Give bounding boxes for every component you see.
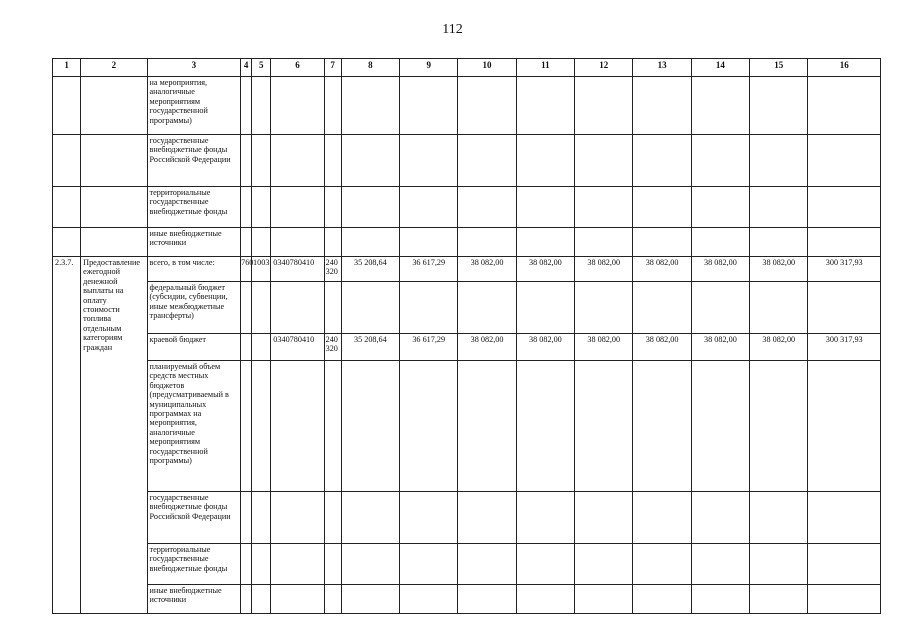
amount-cell: 38 082,00 — [458, 334, 516, 361]
amount-cell — [750, 492, 808, 544]
amount-cell — [633, 585, 691, 614]
header-row — [53, 59, 881, 77]
table-cell — [633, 228, 691, 257]
amount-cell: 36 617,29 — [400, 334, 458, 361]
table-cell — [691, 77, 749, 135]
item-name: Предоставление ежегодной денежной выплаты на оплату стоимости топлива отдельным категориям граждан — [81, 257, 147, 614]
code-target: 0340780410 — [271, 257, 324, 282]
table-cell — [458, 77, 516, 135]
table-cell — [53, 135, 81, 187]
funding-source: краевой бюджет — [147, 334, 241, 361]
code-target — [271, 361, 324, 492]
table-cell — [575, 228, 633, 257]
code-grbs — [241, 492, 252, 544]
amount-cell — [750, 361, 808, 492]
funding-source: всего, в том числе: — [147, 257, 241, 282]
code-expense-type: 240 320 — [324, 334, 341, 361]
table-cell — [516, 228, 574, 257]
amount-cell — [458, 544, 516, 585]
amount-cell — [516, 544, 574, 585]
code-target — [271, 544, 324, 585]
table-row — [53, 492, 881, 544]
amount-cell — [516, 492, 574, 544]
funding-source: планируемый объем средств местных бюджетов (предусматриваемый в муниципальных программах на мероприятия, аналогичные мероприятиям государственной программы) — [147, 361, 241, 492]
amount-cell — [341, 585, 399, 614]
table-cell — [53, 187, 81, 228]
amount-cell — [691, 492, 749, 544]
amount-cell — [516, 282, 574, 334]
code-section — [252, 492, 271, 544]
table-cell — [516, 135, 574, 187]
code-section — [252, 282, 271, 334]
amount-cell — [341, 492, 399, 544]
code-expense-type — [324, 492, 341, 544]
code-section — [252, 585, 271, 614]
table-cell — [400, 228, 458, 257]
table-cell — [400, 135, 458, 187]
item-number: 2.3.7. — [53, 257, 81, 614]
column-header-16: 16 — [808, 59, 881, 77]
table-row — [53, 228, 881, 257]
column-header-5: 5 — [252, 59, 271, 77]
code-target — [271, 282, 324, 334]
table-row — [53, 585, 881, 614]
column-header-14: 14 — [691, 59, 749, 77]
table-cell — [808, 228, 881, 257]
table-cell — [271, 187, 324, 228]
code-grbs — [241, 282, 252, 334]
amount-cell — [808, 282, 881, 334]
amount-cell — [516, 361, 574, 492]
amount-cell — [691, 282, 749, 334]
amount-cell — [750, 282, 808, 334]
code-expense-type — [324, 361, 341, 492]
code-section: 1003 — [252, 257, 271, 282]
table-cell — [341, 228, 399, 257]
amount-cell — [808, 361, 881, 492]
amount-cell — [750, 544, 808, 585]
funding-source: государственные внебюджетные фонды Российской Федерации — [147, 135, 241, 187]
table-row — [53, 544, 881, 585]
table-cell — [633, 135, 691, 187]
code-expense-type — [324, 585, 341, 614]
table-cell — [252, 187, 271, 228]
column-header-3: 3 — [147, 59, 241, 77]
amount-cell — [458, 282, 516, 334]
funding-source: территориальные государственные внебюджетные фонды — [147, 544, 241, 585]
table-cell — [575, 187, 633, 228]
amount-cell: 35 208,64 — [341, 334, 399, 361]
budget-table — [52, 58, 881, 614]
code-expense-type — [324, 544, 341, 585]
amount-cell — [458, 361, 516, 492]
amount-cell: 38 082,00 — [750, 257, 808, 282]
amount-cell: 38 082,00 — [633, 257, 691, 282]
amount-cell: 38 082,00 — [575, 257, 633, 282]
table-cell — [750, 187, 808, 228]
table-cell — [516, 77, 574, 135]
table-cell — [341, 135, 399, 187]
amount-cell — [575, 361, 633, 492]
column-header-8: 8 — [341, 59, 399, 77]
amount-cell: 38 082,00 — [458, 257, 516, 282]
table-cell — [324, 77, 341, 135]
amount-cell: 38 082,00 — [633, 334, 691, 361]
column-header-15: 15 — [750, 59, 808, 77]
table-cell — [341, 187, 399, 228]
table-cell — [808, 135, 881, 187]
table-cell — [241, 187, 252, 228]
amount-cell: 38 082,00 — [750, 334, 808, 361]
table-cell — [458, 135, 516, 187]
amount-cell — [400, 361, 458, 492]
table-cell — [81, 228, 147, 257]
table-row — [53, 77, 881, 135]
amount-cell — [400, 492, 458, 544]
column-header-12: 12 — [575, 59, 633, 77]
table-cell — [252, 77, 271, 135]
table-cell — [633, 187, 691, 228]
table-cell — [691, 135, 749, 187]
amount-cell — [691, 544, 749, 585]
table-cell — [691, 228, 749, 257]
table-row — [53, 135, 881, 187]
code-section — [252, 544, 271, 585]
table-cell — [81, 135, 147, 187]
amount-cell — [575, 492, 633, 544]
amount-cell — [341, 544, 399, 585]
amount-cell — [633, 282, 691, 334]
column-header-9: 9 — [400, 59, 458, 77]
funding-source: на мероприятия, аналогичные мероприятиям государственной программы) — [147, 77, 241, 135]
table-cell — [81, 77, 147, 135]
code-grbs: 760 — [241, 257, 252, 282]
amount-cell — [633, 544, 691, 585]
code-expense-type — [324, 282, 341, 334]
amount-cell — [633, 492, 691, 544]
code-grbs — [241, 585, 252, 614]
table-cell — [241, 77, 252, 135]
amount-cell — [341, 282, 399, 334]
funding-source: территориальные государственные внебюджетные фонды — [147, 187, 241, 228]
amount-cell — [691, 361, 749, 492]
table-cell — [271, 77, 324, 135]
amount-cell — [575, 544, 633, 585]
table-cell — [750, 77, 808, 135]
table-cell — [400, 77, 458, 135]
funding-source: федеральный бюджет (субсидии, субвенции, иные межбюджетные трансферты) — [147, 282, 241, 334]
table-cell — [341, 77, 399, 135]
amount-cell — [633, 361, 691, 492]
table-cell — [750, 228, 808, 257]
amount-cell — [458, 585, 516, 614]
column-header-7: 7 — [324, 59, 341, 77]
code-target — [271, 492, 324, 544]
funding-source: государственные внебюджетные фонды Российской Федерации — [147, 492, 241, 544]
table-cell — [324, 135, 341, 187]
table-cell — [53, 77, 81, 135]
table-cell — [750, 135, 808, 187]
code-section — [252, 361, 271, 492]
table-cell — [252, 228, 271, 257]
code-expense-type: 240 320 — [324, 257, 341, 282]
code-grbs — [241, 544, 252, 585]
column-header-11: 11 — [516, 59, 574, 77]
table-cell — [53, 228, 81, 257]
table-row — [53, 282, 881, 334]
amount-cell — [808, 544, 881, 585]
amount-cell — [808, 492, 881, 544]
table-row — [53, 187, 881, 228]
code-target — [271, 585, 324, 614]
table-cell — [324, 187, 341, 228]
table-cell — [516, 187, 574, 228]
column-header-13: 13 — [633, 59, 691, 77]
table-cell — [324, 228, 341, 257]
column-header-1: 1 — [53, 59, 81, 77]
column-header-4: 4 — [241, 59, 252, 77]
amount-cell: 38 082,00 — [691, 257, 749, 282]
amount-cell — [575, 585, 633, 614]
table-cell — [241, 135, 252, 187]
amount-cell — [458, 492, 516, 544]
amount-cell: 38 082,00 — [691, 334, 749, 361]
table-cell — [575, 135, 633, 187]
amount-cell: 38 082,00 — [516, 257, 574, 282]
table-cell — [691, 187, 749, 228]
funding-source: иные внебюджетные источники — [147, 585, 241, 614]
table-cell — [575, 77, 633, 135]
amount-cell: 300 317,93 — [808, 257, 881, 282]
code-section — [252, 334, 271, 361]
table-cell — [458, 228, 516, 257]
amount-cell — [341, 361, 399, 492]
column-header-6: 6 — [271, 59, 324, 77]
table-cell — [252, 135, 271, 187]
amount-cell — [400, 585, 458, 614]
table-cell — [808, 77, 881, 135]
column-header-10: 10 — [458, 59, 516, 77]
table-cell — [81, 187, 147, 228]
table-row — [53, 361, 881, 492]
funding-source: иные внебюджетные источники — [147, 228, 241, 257]
amount-cell — [400, 544, 458, 585]
amount-cell — [575, 282, 633, 334]
table-cell — [241, 228, 252, 257]
amount-cell: 36 617,29 — [400, 257, 458, 282]
page-number: 112 — [442, 22, 463, 37]
amount-cell — [516, 585, 574, 614]
table-cell — [271, 228, 324, 257]
table-cell — [400, 187, 458, 228]
column-header-2: 2 — [81, 59, 147, 77]
table-row — [53, 334, 881, 361]
amount-cell — [691, 585, 749, 614]
code-grbs — [241, 334, 252, 361]
code-target: 0340780410 — [271, 334, 324, 361]
amount-cell: 300 317,93 — [808, 334, 881, 361]
amount-cell — [400, 282, 458, 334]
table-row — [53, 257, 881, 282]
amount-cell: 38 082,00 — [575, 334, 633, 361]
amount-cell — [750, 585, 808, 614]
table-cell — [633, 77, 691, 135]
amount-cell: 38 082,00 — [516, 334, 574, 361]
amount-cell: 35 208,64 — [341, 257, 399, 282]
code-grbs — [241, 361, 252, 492]
table-cell — [458, 187, 516, 228]
table-cell — [808, 187, 881, 228]
table-cell — [271, 135, 324, 187]
amount-cell — [808, 585, 881, 614]
